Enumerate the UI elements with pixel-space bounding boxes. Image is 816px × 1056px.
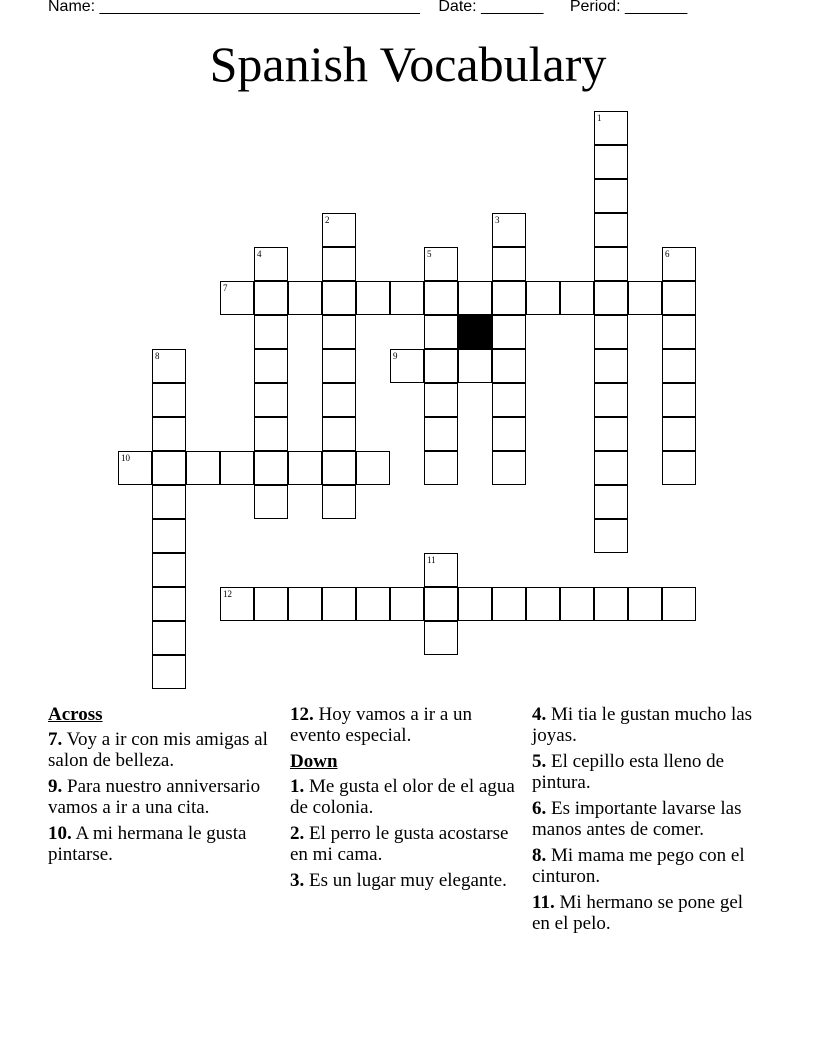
- clue-text: Mi hermano se pone gel en el pelo.: [532, 892, 744, 934]
- grid-cell[interactable]: [594, 145, 628, 179]
- cell-number: 8: [155, 351, 160, 361]
- grid-cell[interactable]: [560, 281, 594, 315]
- cell-number: 12: [223, 589, 232, 599]
- clue-text: Hoy vamos a ir a un evento especial.: [290, 704, 473, 746]
- grid-cell[interactable]: [254, 417, 288, 451]
- grid-cell[interactable]: [492, 417, 526, 451]
- clue-number: 1.: [290, 776, 305, 797]
- down-clue-4: [532, 704, 764, 746]
- grid-cell[interactable]: [594, 247, 628, 281]
- clue-text: Es un lugar muy elegante.: [309, 870, 507, 891]
- down-clue-2: [290, 823, 522, 865]
- clue-number: 3.: [290, 870, 305, 891]
- cell-number: 11: [427, 555, 436, 565]
- grid-cell[interactable]: [492, 281, 526, 315]
- grid-cell[interactable]: [322, 417, 356, 451]
- grid-cell[interactable]: [492, 451, 526, 485]
- clue-number: 9.: [48, 776, 63, 797]
- grid-cell[interactable]: [662, 349, 696, 383]
- clue-number: 11.: [532, 892, 555, 913]
- grid-cell[interactable]: [628, 587, 662, 621]
- grid-cell[interactable]: [288, 587, 322, 621]
- clue-text: Mi mama me pego con el cinturon.: [532, 845, 745, 887]
- clue-number: 6.: [532, 798, 547, 819]
- across-clue-10: [48, 823, 280, 865]
- grid-cell[interactable]: [492, 247, 526, 281]
- grid-cell[interactable]: [594, 519, 628, 553]
- grid-cell[interactable]: [322, 315, 356, 349]
- grid-cell[interactable]: [254, 281, 288, 315]
- grid-cell[interactable]: [152, 655, 186, 689]
- grid-cell[interactable]: [424, 383, 458, 417]
- grid-cell[interactable]: [254, 383, 288, 417]
- grid-cell[interactable]: [322, 485, 356, 519]
- grid-cell[interactable]: [390, 281, 424, 315]
- clue-text: Para nuestro anniversario vamos a ir a una cita.: [48, 776, 261, 818]
- grid-cell[interactable]: [662, 417, 696, 451]
- clue-number: 12.: [290, 704, 314, 725]
- black-cell: [458, 315, 492, 349]
- grid-cell[interactable]: [356, 281, 390, 315]
- grid-cell[interactable]: [254, 485, 288, 519]
- clue-text: Es importante lavarse las manos antes de comer.: [532, 798, 742, 840]
- grid-cell[interactable]: [594, 485, 628, 519]
- grid-cell[interactable]: [356, 587, 390, 621]
- grid-cell[interactable]: [254, 451, 288, 485]
- grid-cell[interactable]: [594, 213, 628, 247]
- cell-number: 4: [257, 249, 262, 259]
- grid-cell[interactable]: [424, 621, 458, 655]
- cell-number: 5: [427, 249, 432, 259]
- grid-cell[interactable]: [322, 383, 356, 417]
- grid-cell[interactable]: [492, 349, 526, 383]
- grid-cell[interactable]: [186, 451, 220, 485]
- grid-cell[interactable]: [254, 315, 288, 349]
- clues-column-3: [532, 704, 764, 939]
- grid-cell[interactable]: [424, 315, 458, 349]
- grid-cell[interactable]: [492, 587, 526, 621]
- grid-cell[interactable]: [424, 417, 458, 451]
- grid-cell[interactable]: [662, 383, 696, 417]
- grid-cell[interactable]: [662, 587, 696, 621]
- down-clue-8: [532, 845, 764, 887]
- grid-cell[interactable]: [594, 281, 628, 315]
- grid-cell[interactable]: [594, 179, 628, 213]
- clue-text: El cepillo esta lleno de pintura.: [532, 751, 725, 793]
- grid-cell[interactable]: [152, 553, 186, 587]
- grid-cell[interactable]: [322, 281, 356, 315]
- grid-cell[interactable]: [492, 315, 526, 349]
- clue-text: Voy a ir con mis amigas al salon de belleza.: [48, 729, 268, 771]
- across-heading: Across: [48, 704, 103, 725]
- cell-number: 9: [393, 351, 398, 361]
- grid-cell[interactable]: [594, 383, 628, 417]
- grid-cell[interactable]: [152, 587, 186, 621]
- grid-cell[interactable]: [152, 417, 186, 451]
- across-clue-12: [290, 704, 522, 746]
- cell-number: 6: [665, 249, 670, 259]
- name-field-label: Name: ____________________________________: [48, 0, 420, 15]
- grid-cell[interactable]: [152, 519, 186, 553]
- grid-cell[interactable]: [458, 587, 492, 621]
- clue-number: 7.: [48, 729, 63, 750]
- grid-cell[interactable]: [662, 315, 696, 349]
- period-field-label: Period: _______: [569, 0, 688, 15]
- grid-cell[interactable]: [662, 451, 696, 485]
- grid-cell[interactable]: [322, 349, 356, 383]
- grid-cell[interactable]: [662, 281, 696, 315]
- grid-cell[interactable]: [254, 349, 288, 383]
- across-clue-7: [48, 729, 280, 771]
- clue-text: El perro le gusta acostarse en mi cama.: [290, 823, 509, 865]
- grid-cell[interactable]: [492, 383, 526, 417]
- clue-number: 8.: [532, 845, 547, 866]
- cell-number: 3: [495, 215, 500, 225]
- down-clue-3: [290, 870, 522, 891]
- grid-cell[interactable]: [322, 587, 356, 621]
- grid-cell[interactable]: [526, 281, 560, 315]
- grid-cell[interactable]: [458, 281, 492, 315]
- grid-cell[interactable]: [594, 315, 628, 349]
- clue-number: 5.: [532, 751, 547, 772]
- grid-cell[interactable]: [152, 451, 186, 485]
- grid-cell[interactable]: [220, 451, 254, 485]
- grid-cell[interactable]: [322, 247, 356, 281]
- down-clue-5: [532, 751, 764, 793]
- down-clue-6: [532, 798, 764, 840]
- grid-cell[interactable]: [560, 587, 594, 621]
- down-clue-11: [532, 892, 764, 934]
- across-clue-9: [48, 776, 280, 818]
- clue-number: 4.: [532, 704, 547, 725]
- grid-cell[interactable]: [322, 451, 356, 485]
- date-field-label: Date: _______: [438, 0, 544, 15]
- grid-cell[interactable]: [288, 451, 322, 485]
- grid-cell[interactable]: [526, 587, 560, 621]
- grid-cell[interactable]: [356, 451, 390, 485]
- clue-text: Me gusta el olor de el agua de colonia.: [290, 776, 515, 818]
- grid-cell[interactable]: [594, 451, 628, 485]
- clue-number: 2.: [290, 823, 305, 844]
- cell-number: 1: [597, 113, 602, 123]
- grid-cell[interactable]: [254, 587, 288, 621]
- grid-cell[interactable]: [288, 281, 322, 315]
- grid-cell[interactable]: [594, 417, 628, 451]
- grid-cell[interactable]: [424, 281, 458, 315]
- cell-number: 7: [223, 283, 228, 293]
- grid-cell[interactable]: [628, 281, 662, 315]
- grid-cell[interactable]: [424, 587, 458, 621]
- grid-cell[interactable]: [424, 451, 458, 485]
- grid-cell[interactable]: [594, 349, 628, 383]
- clues-column-1: [48, 704, 280, 870]
- page-title: Spanish Vocabulary: [209, 36, 607, 92]
- grid-cell[interactable]: [594, 587, 628, 621]
- clues-column-2: [290, 704, 522, 896]
- grid-cell[interactable]: [424, 349, 458, 383]
- clue-text: A mi hermana le gusta pintarse.: [48, 823, 247, 865]
- cell-number: 10: [121, 453, 130, 463]
- clue-number: 10.: [48, 823, 72, 844]
- grid-cell[interactable]: [152, 383, 186, 417]
- grid-cell[interactable]: [458, 349, 492, 383]
- grid-cell[interactable]: [152, 621, 186, 655]
- cell-number: 2: [325, 215, 330, 225]
- clue-text: Mi tia le gustan mucho las joyas.: [532, 704, 753, 746]
- grid-cell[interactable]: [152, 485, 186, 519]
- down-clue-1: [290, 776, 522, 818]
- down-heading: Down: [290, 751, 338, 772]
- grid-cell[interactable]: [390, 587, 424, 621]
